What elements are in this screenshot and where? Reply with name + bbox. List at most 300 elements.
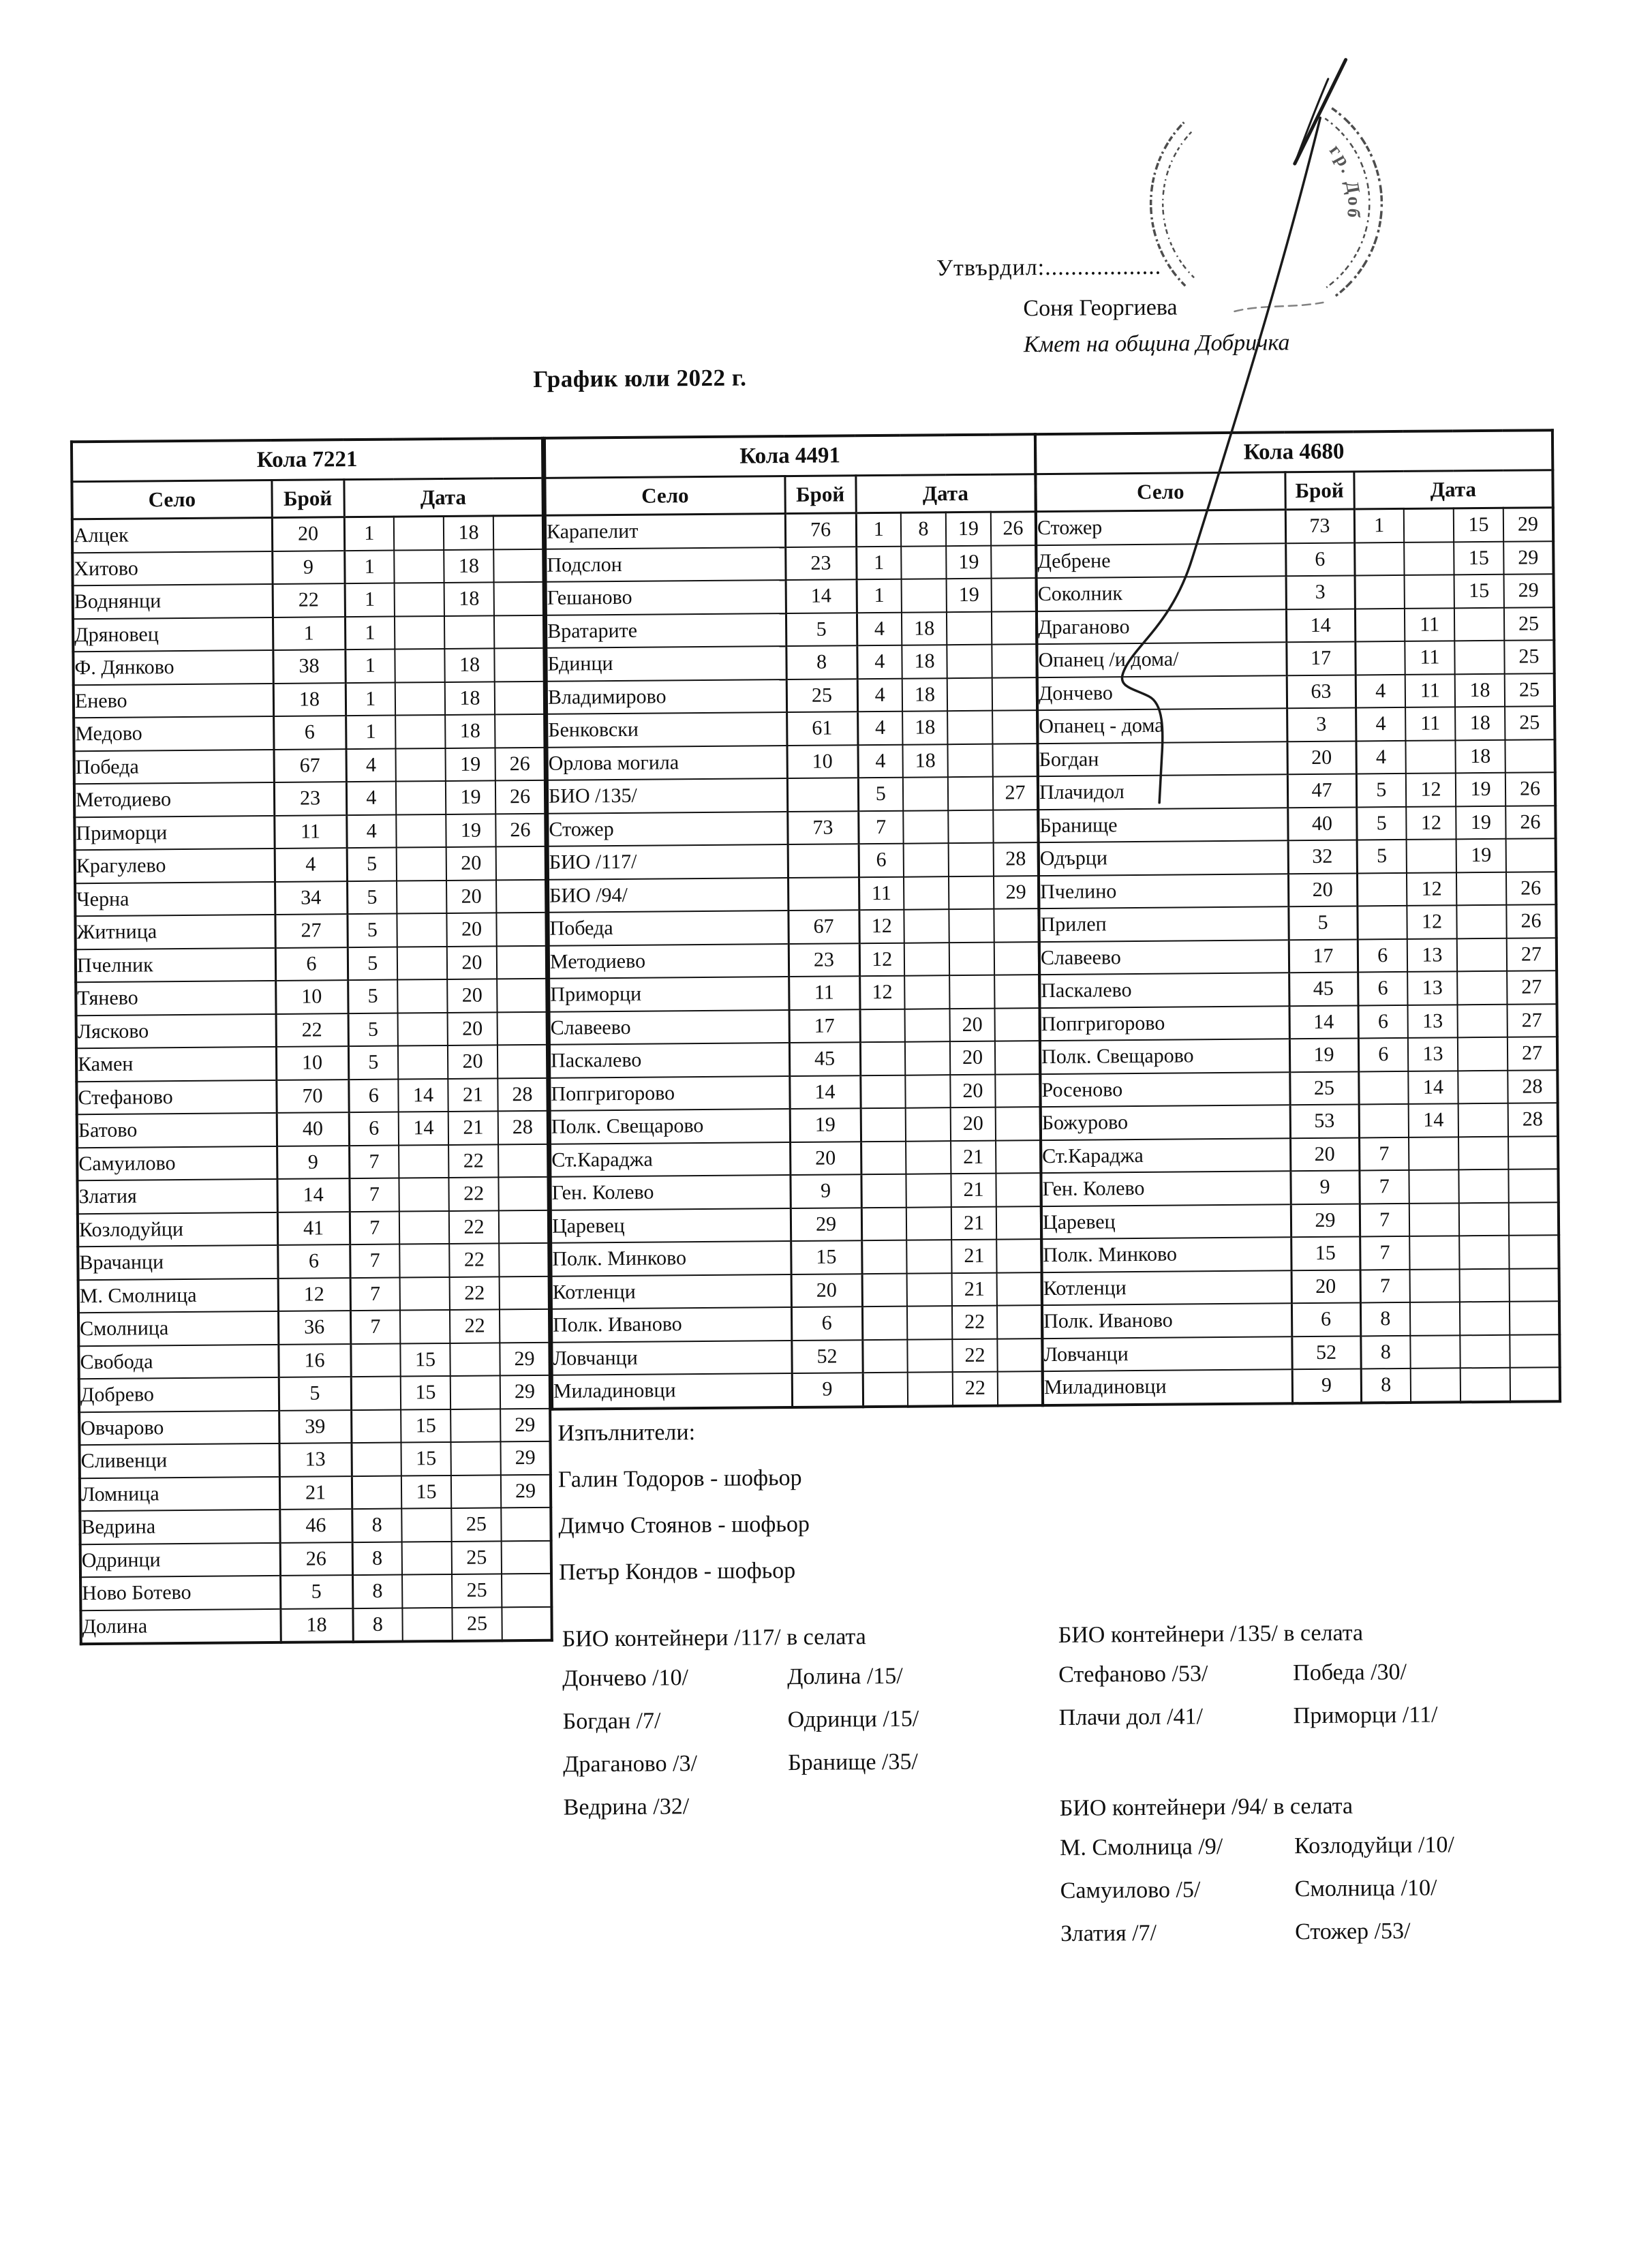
date-cell: 7 xyxy=(1360,1203,1409,1236)
date-cell xyxy=(861,1207,906,1240)
date-cell: 5 xyxy=(348,1046,398,1080)
count-cell: 9 xyxy=(277,1146,349,1179)
village-cell: Одърци xyxy=(1039,840,1288,875)
village-cell: Хитово xyxy=(72,551,272,585)
car-label: Кола 4680 xyxy=(1035,430,1552,474)
date-cell xyxy=(397,946,447,979)
date-cell xyxy=(860,1009,905,1042)
village-cell: Прилеп xyxy=(1039,906,1288,941)
village-cell: Подслон xyxy=(545,547,785,582)
village-cell: Пчелино xyxy=(1039,874,1288,908)
village-cell: Попгригорово xyxy=(549,1076,789,1111)
count-cell: 20 xyxy=(1288,873,1357,906)
date-cell xyxy=(502,1606,551,1640)
date-cell: 28 xyxy=(1508,1070,1557,1103)
village-cell: Овчарово xyxy=(79,1410,279,1445)
date-cell: 22 xyxy=(448,1177,498,1210)
count-cell: 20 xyxy=(1291,1270,1360,1303)
date-cell: 25 xyxy=(1504,607,1554,641)
date-cell: 29 xyxy=(501,1474,551,1508)
date-cell: 1 xyxy=(856,546,901,579)
date-cell xyxy=(400,1310,450,1343)
village-cell: Полк. Минково xyxy=(1041,1237,1291,1272)
village-cell: Приморци xyxy=(74,815,274,850)
date-cell: 22 xyxy=(952,1306,997,1339)
date-cell xyxy=(1509,1202,1559,1236)
date-cell xyxy=(495,681,545,714)
bio-item: Победа /30/ xyxy=(1293,1659,1407,1686)
date-cell xyxy=(1510,1367,1560,1401)
count-cell: 18 xyxy=(273,683,346,716)
count-cell: 15 xyxy=(1291,1236,1360,1270)
table-row xyxy=(1036,541,1553,578)
date-cell xyxy=(1457,1004,1507,1037)
stamp-text: гр. Доб xyxy=(1325,140,1365,221)
executor-item: Димчо Стоянов - шофьор xyxy=(558,1511,810,1539)
date-cell xyxy=(996,1239,1041,1272)
date-cell xyxy=(395,649,444,682)
date-cell: 4 xyxy=(1356,740,1405,774)
date-cell xyxy=(496,846,546,880)
village-cell: БИО /117/ xyxy=(548,844,788,879)
date-cell: 8 xyxy=(901,513,946,547)
date-cell: 4 xyxy=(857,744,902,778)
table-row xyxy=(1041,1202,1559,1239)
date-cell xyxy=(997,1272,1042,1306)
date-cell xyxy=(397,847,446,881)
executor-item: Петър Кондов - шофьор xyxy=(558,1557,796,1585)
date-cell: 26 xyxy=(1506,904,1556,938)
date-cell: 26 xyxy=(1505,806,1555,839)
count-cell: 40 xyxy=(1287,807,1356,840)
table-row xyxy=(548,908,1039,945)
table-row xyxy=(80,1474,551,1511)
village-cell: Смолница xyxy=(78,1311,278,1346)
count-cell: 9 xyxy=(1292,1369,1361,1403)
date-cell xyxy=(450,1441,500,1475)
bio-item: Смолница /10/ xyxy=(1294,1875,1437,1902)
table-row xyxy=(74,747,545,784)
table-row xyxy=(1038,772,1555,809)
date-cell xyxy=(1405,575,1454,608)
village-cell: Стожер xyxy=(547,812,787,846)
date-cell: 15 xyxy=(401,1376,450,1409)
table-row xyxy=(74,780,545,817)
count-cell: 32 xyxy=(1288,840,1357,873)
count-cell: 40 xyxy=(277,1112,349,1146)
date-cell xyxy=(902,579,947,612)
table-row xyxy=(1040,1004,1557,1041)
date-cell xyxy=(1404,508,1454,542)
date-cell xyxy=(947,677,992,711)
village-cell: Черна xyxy=(75,881,275,916)
date-cell: 21 xyxy=(448,1078,498,1112)
village-cell: Стефаново xyxy=(76,1080,276,1114)
date-cell xyxy=(502,1574,551,1607)
date-cell: 12 xyxy=(1407,905,1456,938)
date-cell xyxy=(907,1339,952,1373)
village-cell: Ген. Колево xyxy=(1041,1171,1290,1206)
column-header-row xyxy=(72,478,542,519)
date-cell: 6 xyxy=(1358,972,1407,1005)
date-cell: 20 xyxy=(950,1041,995,1075)
table-row xyxy=(72,549,543,585)
count-cell: 13 xyxy=(279,1443,351,1476)
village-cell: Владимирово xyxy=(547,679,786,714)
count-cell: 9 xyxy=(272,551,344,584)
date-column-header: Дата xyxy=(855,474,1035,513)
table-row xyxy=(77,1144,548,1180)
table-row xyxy=(547,744,1037,780)
date-cell xyxy=(1410,1269,1460,1302)
date-cell: 5 xyxy=(1357,840,1407,873)
date-cell xyxy=(948,810,993,843)
date-cell: 18 xyxy=(445,682,495,715)
date-cell: 4 xyxy=(857,712,902,745)
date-cell xyxy=(994,975,1039,1008)
table-row xyxy=(548,842,1039,879)
count-cell: 6 xyxy=(273,716,346,749)
village-cell: Камен xyxy=(76,1047,276,1082)
bio-section-title: БИО контейнери /135/ в селата xyxy=(1058,1620,1364,1648)
date-cell: 18 xyxy=(1455,739,1505,773)
village-cell: Полк. Иваново xyxy=(1042,1303,1291,1338)
date-cell xyxy=(1460,1368,1510,1402)
count-cell: 5 xyxy=(280,1575,352,1608)
date-cell xyxy=(1409,1137,1458,1170)
count-cell: 45 xyxy=(1289,972,1358,1005)
bio-item: Самуилово /5/ xyxy=(1060,1877,1201,1904)
date-cell xyxy=(1459,1202,1509,1236)
date-cell xyxy=(904,943,949,976)
date-cell: 5 xyxy=(348,1013,398,1046)
village-cell: Росеново xyxy=(1040,1072,1289,1107)
date-cell: 27 xyxy=(1507,1004,1557,1037)
date-cell xyxy=(1460,1268,1510,1302)
table-row xyxy=(80,1606,551,1644)
count-cell: 39 xyxy=(279,1410,351,1443)
date-cell xyxy=(1458,1037,1508,1071)
date-cell: 22 xyxy=(953,1372,998,1406)
date-cell xyxy=(1506,838,1556,872)
date-cell: 18 xyxy=(445,714,495,748)
date-cell: 29 xyxy=(500,1342,549,1375)
approver-title: Кмет на община Добричка xyxy=(1023,330,1290,358)
table-row xyxy=(1041,1136,1558,1173)
date-cell: 18 xyxy=(444,648,494,682)
date-cell: 4 xyxy=(1356,707,1405,741)
date-cell xyxy=(494,615,544,648)
village-cell: Паскалево xyxy=(549,1043,789,1077)
date-cell: 7 xyxy=(858,810,903,844)
date-cell: 5 xyxy=(1356,806,1406,840)
table-row xyxy=(1037,574,1554,611)
village-cell: Ново Ботево xyxy=(80,1576,280,1610)
date-cell: 19 xyxy=(946,512,991,546)
village-cell: Славеево xyxy=(1039,940,1289,975)
village-cell: Котленци xyxy=(1042,1270,1291,1305)
village-cell: Ген. Колево xyxy=(550,1175,790,1210)
date-cell xyxy=(496,913,546,946)
count-cell: 67 xyxy=(273,749,346,782)
date-cell xyxy=(397,880,446,913)
date-cell xyxy=(996,1140,1041,1174)
date-cell: 26 xyxy=(991,512,1036,546)
date-cell xyxy=(863,1373,908,1407)
date-cell: 1 xyxy=(345,616,395,649)
date-cell xyxy=(395,615,444,649)
village-cell: Лясково xyxy=(76,1013,276,1048)
village-column-header: Село xyxy=(72,480,271,519)
date-cell xyxy=(949,909,994,943)
table-row xyxy=(73,648,544,685)
village-cell: Полк. Минково xyxy=(551,1241,791,1276)
date-cell xyxy=(396,814,446,847)
count-cell: 52 xyxy=(791,1340,862,1373)
count-cell: 12 xyxy=(278,1278,350,1311)
date-cell xyxy=(1407,839,1456,872)
count-column-header: Брой xyxy=(784,476,855,514)
bio-item: Златия /7/ xyxy=(1060,1920,1157,1946)
date-cell: 18 xyxy=(902,678,947,712)
bio-section-title: БИО контейнери /117/ в селата xyxy=(562,1624,866,1652)
table-row xyxy=(78,1309,549,1346)
count-cell: 19 xyxy=(790,1108,861,1142)
date-cell xyxy=(904,909,949,943)
date-cell xyxy=(451,1475,501,1508)
count-cell: 5 xyxy=(786,613,857,646)
village-column-header: Село xyxy=(1035,472,1285,512)
date-cell: 4 xyxy=(346,814,396,848)
date-cell: 8 xyxy=(1360,1302,1410,1336)
date-cell: 6 xyxy=(348,1079,398,1112)
date-cell: 21 xyxy=(951,1240,996,1273)
table-row xyxy=(80,1441,551,1478)
table-row xyxy=(1037,739,1555,776)
table-row xyxy=(547,810,1038,846)
table-row xyxy=(1039,838,1556,875)
village-cell: Попгригорово xyxy=(1040,1006,1289,1041)
date-cell xyxy=(995,1074,1040,1107)
count-cell: 23 xyxy=(789,943,859,977)
village-cell: Воднянци xyxy=(73,584,273,619)
date-cell xyxy=(992,710,1037,744)
date-cell xyxy=(501,1508,551,1541)
table-row xyxy=(75,913,546,949)
table-row xyxy=(1039,872,1556,908)
date-column-header: Дата xyxy=(343,478,542,517)
date-cell xyxy=(1405,740,1455,774)
date-cell: 5 xyxy=(347,881,397,914)
date-cell xyxy=(903,777,948,810)
date-cell: 4 xyxy=(346,748,395,782)
date-cell: 14 xyxy=(399,1112,448,1145)
date-cell xyxy=(948,777,993,810)
date-cell: 20 xyxy=(950,1074,995,1107)
schedule-table-kola-4680 xyxy=(1034,429,1561,1406)
village-cell: Ловчанци xyxy=(1042,1336,1291,1371)
date-cell xyxy=(493,515,543,549)
count-cell: 14 xyxy=(786,579,857,613)
count-column-header: Брой xyxy=(271,480,343,518)
table-row xyxy=(546,611,1037,648)
date-cell xyxy=(499,1210,549,1243)
date-cell xyxy=(401,1508,451,1542)
date-cell: 26 xyxy=(495,780,545,814)
count-cell: 8 xyxy=(786,645,857,679)
date-cell xyxy=(350,1343,400,1377)
count-cell: 4 xyxy=(275,848,347,881)
date-cell xyxy=(903,810,948,844)
date-cell xyxy=(1457,938,1507,971)
date-cell xyxy=(949,843,994,876)
date-cell: 21 xyxy=(951,1140,996,1174)
date-cell: 29 xyxy=(500,1375,550,1409)
date-cell xyxy=(862,1306,907,1340)
date-cell xyxy=(904,975,949,1009)
date-cell: 19 xyxy=(1456,806,1505,839)
table-row xyxy=(74,681,545,718)
date-cell xyxy=(500,1309,549,1343)
executors-title: Изпълнители: xyxy=(557,1420,696,1446)
table-row xyxy=(551,1339,1042,1375)
date-cell xyxy=(862,1339,907,1373)
date-cell xyxy=(496,879,546,913)
date-cell xyxy=(949,876,994,909)
date-cell: 12 xyxy=(859,910,904,943)
date-cell: 26 xyxy=(495,747,545,780)
date-cell: 22 xyxy=(449,1243,499,1277)
date-cell: 6 xyxy=(1358,938,1407,972)
date-cell xyxy=(1454,641,1504,674)
table-row xyxy=(549,942,1039,979)
village-cell: Приморци xyxy=(549,977,789,1011)
date-cell xyxy=(495,714,545,748)
count-column-header: Брой xyxy=(1285,472,1353,510)
date-cell xyxy=(1354,542,1404,575)
table-row xyxy=(76,1077,547,1114)
count-cell: 23 xyxy=(274,782,346,815)
table-row xyxy=(73,615,544,652)
executor-item: Галин Тодоров - шофьор xyxy=(557,1465,802,1493)
date-cell xyxy=(906,1174,951,1207)
date-cell: 12 xyxy=(859,976,904,1009)
village-cell: М. Смолница xyxy=(78,1278,278,1313)
date-cell: 20 xyxy=(446,846,496,880)
date-cell: 20 xyxy=(448,1012,498,1045)
count-cell: 9 xyxy=(792,1373,863,1407)
count-cell: 10 xyxy=(276,1046,348,1080)
table-row xyxy=(1036,508,1553,545)
count-cell: 52 xyxy=(1291,1336,1360,1369)
table-row xyxy=(551,1305,1042,1342)
date-cell: 8 xyxy=(1361,1369,1411,1403)
date-cell xyxy=(996,1107,1041,1140)
count-cell: 25 xyxy=(786,679,857,712)
date-cell: 21 xyxy=(951,1206,996,1240)
date-cell: 25 xyxy=(1505,673,1555,707)
date-cell xyxy=(992,611,1037,645)
village-cell: Дончево xyxy=(1037,675,1287,710)
count-cell xyxy=(787,778,858,811)
date-cell: 18 xyxy=(902,645,947,678)
table-row xyxy=(548,876,1039,913)
table-row xyxy=(1039,938,1557,975)
date-cell xyxy=(997,1305,1042,1339)
date-cell xyxy=(399,1244,449,1277)
date-cell: 7 xyxy=(350,1277,400,1311)
date-cell xyxy=(351,1443,401,1476)
date-cell xyxy=(402,1574,452,1608)
date-cell xyxy=(1456,905,1506,938)
date-cell: 19 xyxy=(946,545,991,579)
bio-item: Долина /15/ xyxy=(787,1663,903,1690)
date-cell xyxy=(1460,1334,1510,1368)
village-cell: Гешаново xyxy=(546,580,786,615)
count-cell: 73 xyxy=(1285,509,1354,543)
date-cell: 28 xyxy=(498,1077,547,1111)
table-row xyxy=(546,644,1037,681)
village-cell: Стожер xyxy=(1036,510,1285,545)
count-cell: 22 xyxy=(276,1013,348,1047)
date-cell xyxy=(905,1041,950,1075)
date-cell: 29 xyxy=(1504,574,1554,607)
date-cell: 22 xyxy=(450,1309,500,1343)
date-cell: 13 xyxy=(1407,971,1457,1005)
table-row xyxy=(547,776,1038,813)
date-cell: 13 xyxy=(1408,1037,1458,1071)
village-cell: Славеево xyxy=(549,1010,789,1045)
village-cell: Полк. Свещарово xyxy=(1040,1039,1289,1073)
date-cell: 21 xyxy=(952,1272,997,1306)
village-cell: Полк. Свещарово xyxy=(550,1109,790,1144)
date-cell: 14 xyxy=(398,1078,448,1112)
date-cell: 7 xyxy=(350,1311,400,1344)
table-row xyxy=(547,710,1037,747)
count-cell: 5 xyxy=(279,1377,351,1410)
date-cell xyxy=(904,876,949,910)
village-cell: Орлова могила xyxy=(547,746,786,780)
date-cell: 21 xyxy=(448,1111,498,1144)
date-cell: 22 xyxy=(448,1144,498,1178)
village-cell: Методиево xyxy=(549,944,789,979)
date-cell: 26 xyxy=(1505,772,1555,806)
village-cell: Вратарите xyxy=(546,613,786,648)
date-cell: 22 xyxy=(952,1339,997,1372)
date-cell xyxy=(995,1041,1040,1074)
table-row xyxy=(77,1111,548,1148)
date-cell xyxy=(1458,1103,1508,1137)
date-cell xyxy=(1454,607,1504,641)
table-row xyxy=(76,979,547,1015)
date-cell xyxy=(949,975,994,1009)
date-cell xyxy=(906,1240,951,1273)
date-cell: 13 xyxy=(1407,938,1457,972)
date-cell: 7 xyxy=(1359,1170,1409,1204)
village-cell: Богдан xyxy=(1037,742,1287,776)
village-cell: Медово xyxy=(74,716,273,751)
count-cell: 76 xyxy=(785,513,856,547)
date-cell xyxy=(861,1108,906,1142)
bio-containers-94-section xyxy=(1060,1792,1456,1964)
village-cell: Ломница xyxy=(80,1476,279,1511)
date-cell xyxy=(1409,1170,1458,1203)
date-cell xyxy=(861,1174,906,1208)
date-cell xyxy=(947,611,992,645)
date-cell: 14 xyxy=(1408,1071,1458,1104)
bio-item: М. Смолница /9/ xyxy=(1060,1834,1223,1861)
date-cell: 5 xyxy=(347,914,397,947)
